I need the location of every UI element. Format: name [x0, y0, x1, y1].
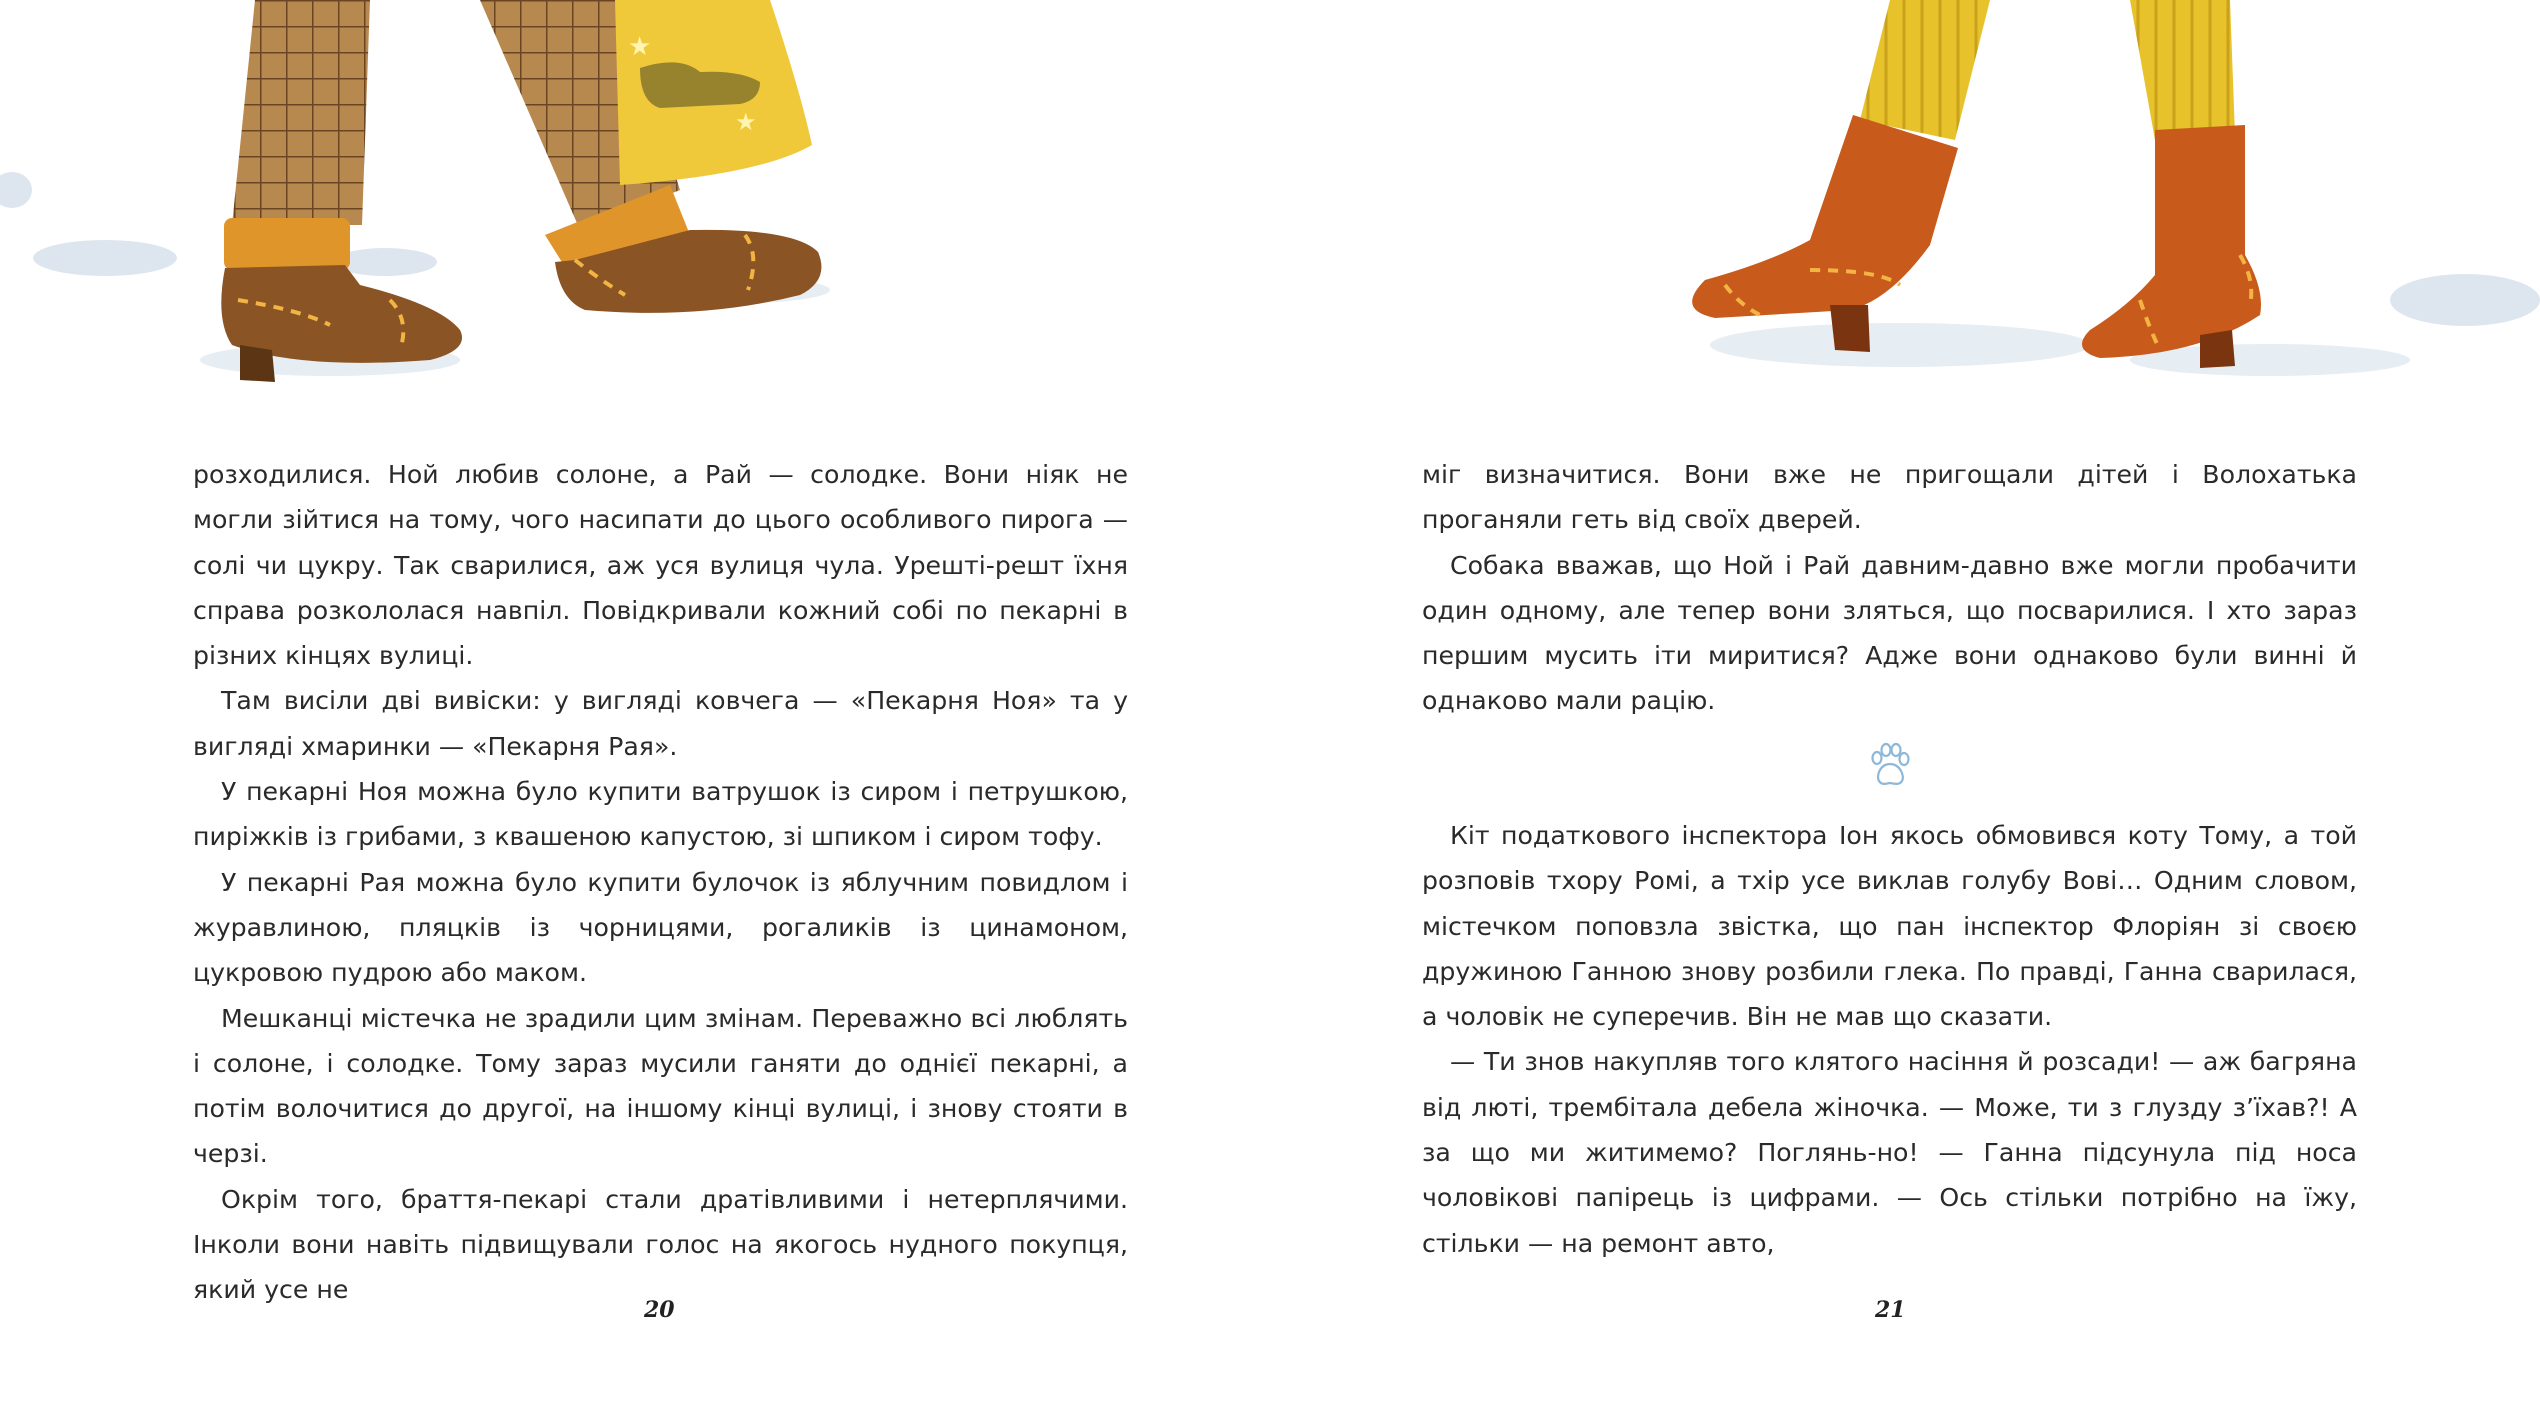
boot-heel-right — [2200, 330, 2235, 368]
paragraph: Окрім того, браття-пекарі стали дратівливими і нетерплячими. Інколи вони навіть підвищували голос на якогось нудного покупця, який усе не — [193, 1184, 1128, 1305]
shoe-heel-left — [240, 345, 275, 382]
illustration-left-man-legs — [0, 0, 1270, 400]
paragraph: розходилися. Ной любив солоне, а Рай — солодке. Вони ніяк не могли зійтися на тому, чого насипати до цього особливого пирога — солі чи цукру. Так сварилися, аж уся вулиця чула. Урешті-решт їхня справа розкололася навпіл. Повідкривали кожний собі по пекарні в різних кінцях вулиці. — [193, 460, 1128, 671]
page-number-right: 21 — [1875, 1297, 1906, 1323]
paragraph: У пекарні Ноя можна було купити ватрушок із сиром і петрушкою, пиріжків із грибами, з квашеною капустою, зі шпиком і сиром тофу. — [193, 777, 1128, 852]
illustration-right-woman-legs — [1270, 0, 2540, 400]
paragraph: — Ти знов накупляв того клятого насіння й розсади! — аж багряна від люті, трембітала дебела жіночка. — Може, ти з глузду з’їхав?! А за що ми житимемо? Поглянь-но! — Ганна підсунула під носа чоловікові папірець із цифрами. — Ось стільки потрібно на їжу, стільки — на ремонт авто, — [1422, 1047, 2357, 1258]
paragraph: У пекарні Рая можна було купити булочок із яблучним повидлом і журавлиною, пляцків із чорницями, рогаликів із цинамоном, цукровою пудрою або маком. — [193, 867, 1128, 988]
yellow-tights-right — [2130, 0, 2235, 140]
orange-boot-left — [1692, 115, 1958, 318]
snow-shadow — [0, 172, 32, 208]
trouser-cuff-left — [224, 218, 350, 270]
right-page-text-bottom — [1422, 813, 2357, 1266]
svg-text:★: ★ — [735, 108, 757, 136]
snow-shadow — [1710, 323, 2090, 367]
paragraph: Собака вважав, що Ной і Рай давним-давно вже могли пробачити один одному, але тепер вони зляться, що посварилися. І хто зараз першим мусить іти миритися? Адже вони однаково були винні й однаково мали рацію. — [1422, 550, 2357, 716]
paragraph: міг визначитися. Вони вже не пригощали дітей і Волохатька проганяли геть від своїх дверей. — [1422, 460, 2357, 535]
paragraph: Там висіли дві вивіски: у вигляді ковчега — «Пекарня Ноя» та у вигляді хмаринки — «Пекарня Рая». — [193, 686, 1128, 761]
boot-heel-left — [1830, 305, 1870, 352]
paw-print-icon — [1868, 742, 1912, 790]
snow-shadow — [33, 240, 177, 276]
paragraph: Кіт податкового інспектора Іон якось обмовився коту Тому, а той розповів тхору Ромі, а тхір усе виклав голубу Вові… Одним словом, містечком поповзла звістка, що пан інспектор Флоріян зі своєю дружиною Ганною знову розбили глека. По правді, Ганна сварилася, а чоловік не суперечив. Він не мав що сказати. — [1422, 821, 2357, 1032]
plaid-trouser-left — [232, 0, 370, 225]
page-number-left: 20 — [644, 1297, 675, 1323]
right-page-text-top — [1422, 452, 2357, 724]
orange-boot-right — [2082, 125, 2261, 358]
yellow-tights-left — [1860, 0, 1990, 140]
left-page-text — [193, 452, 1128, 1313]
svg-text:★: ★ — [628, 32, 652, 62]
paragraph: Мешканці містечка не зрадили цим змінам. Переважно всі люблять і солоне, і солодке. Тому зараз мусили ганяти до однієї пекарні, а потім волочитися до другої, на іншому кінці вулиці, і знову стояти в черзі. — [193, 1003, 1128, 1169]
snow-shadow — [2390, 274, 2540, 326]
